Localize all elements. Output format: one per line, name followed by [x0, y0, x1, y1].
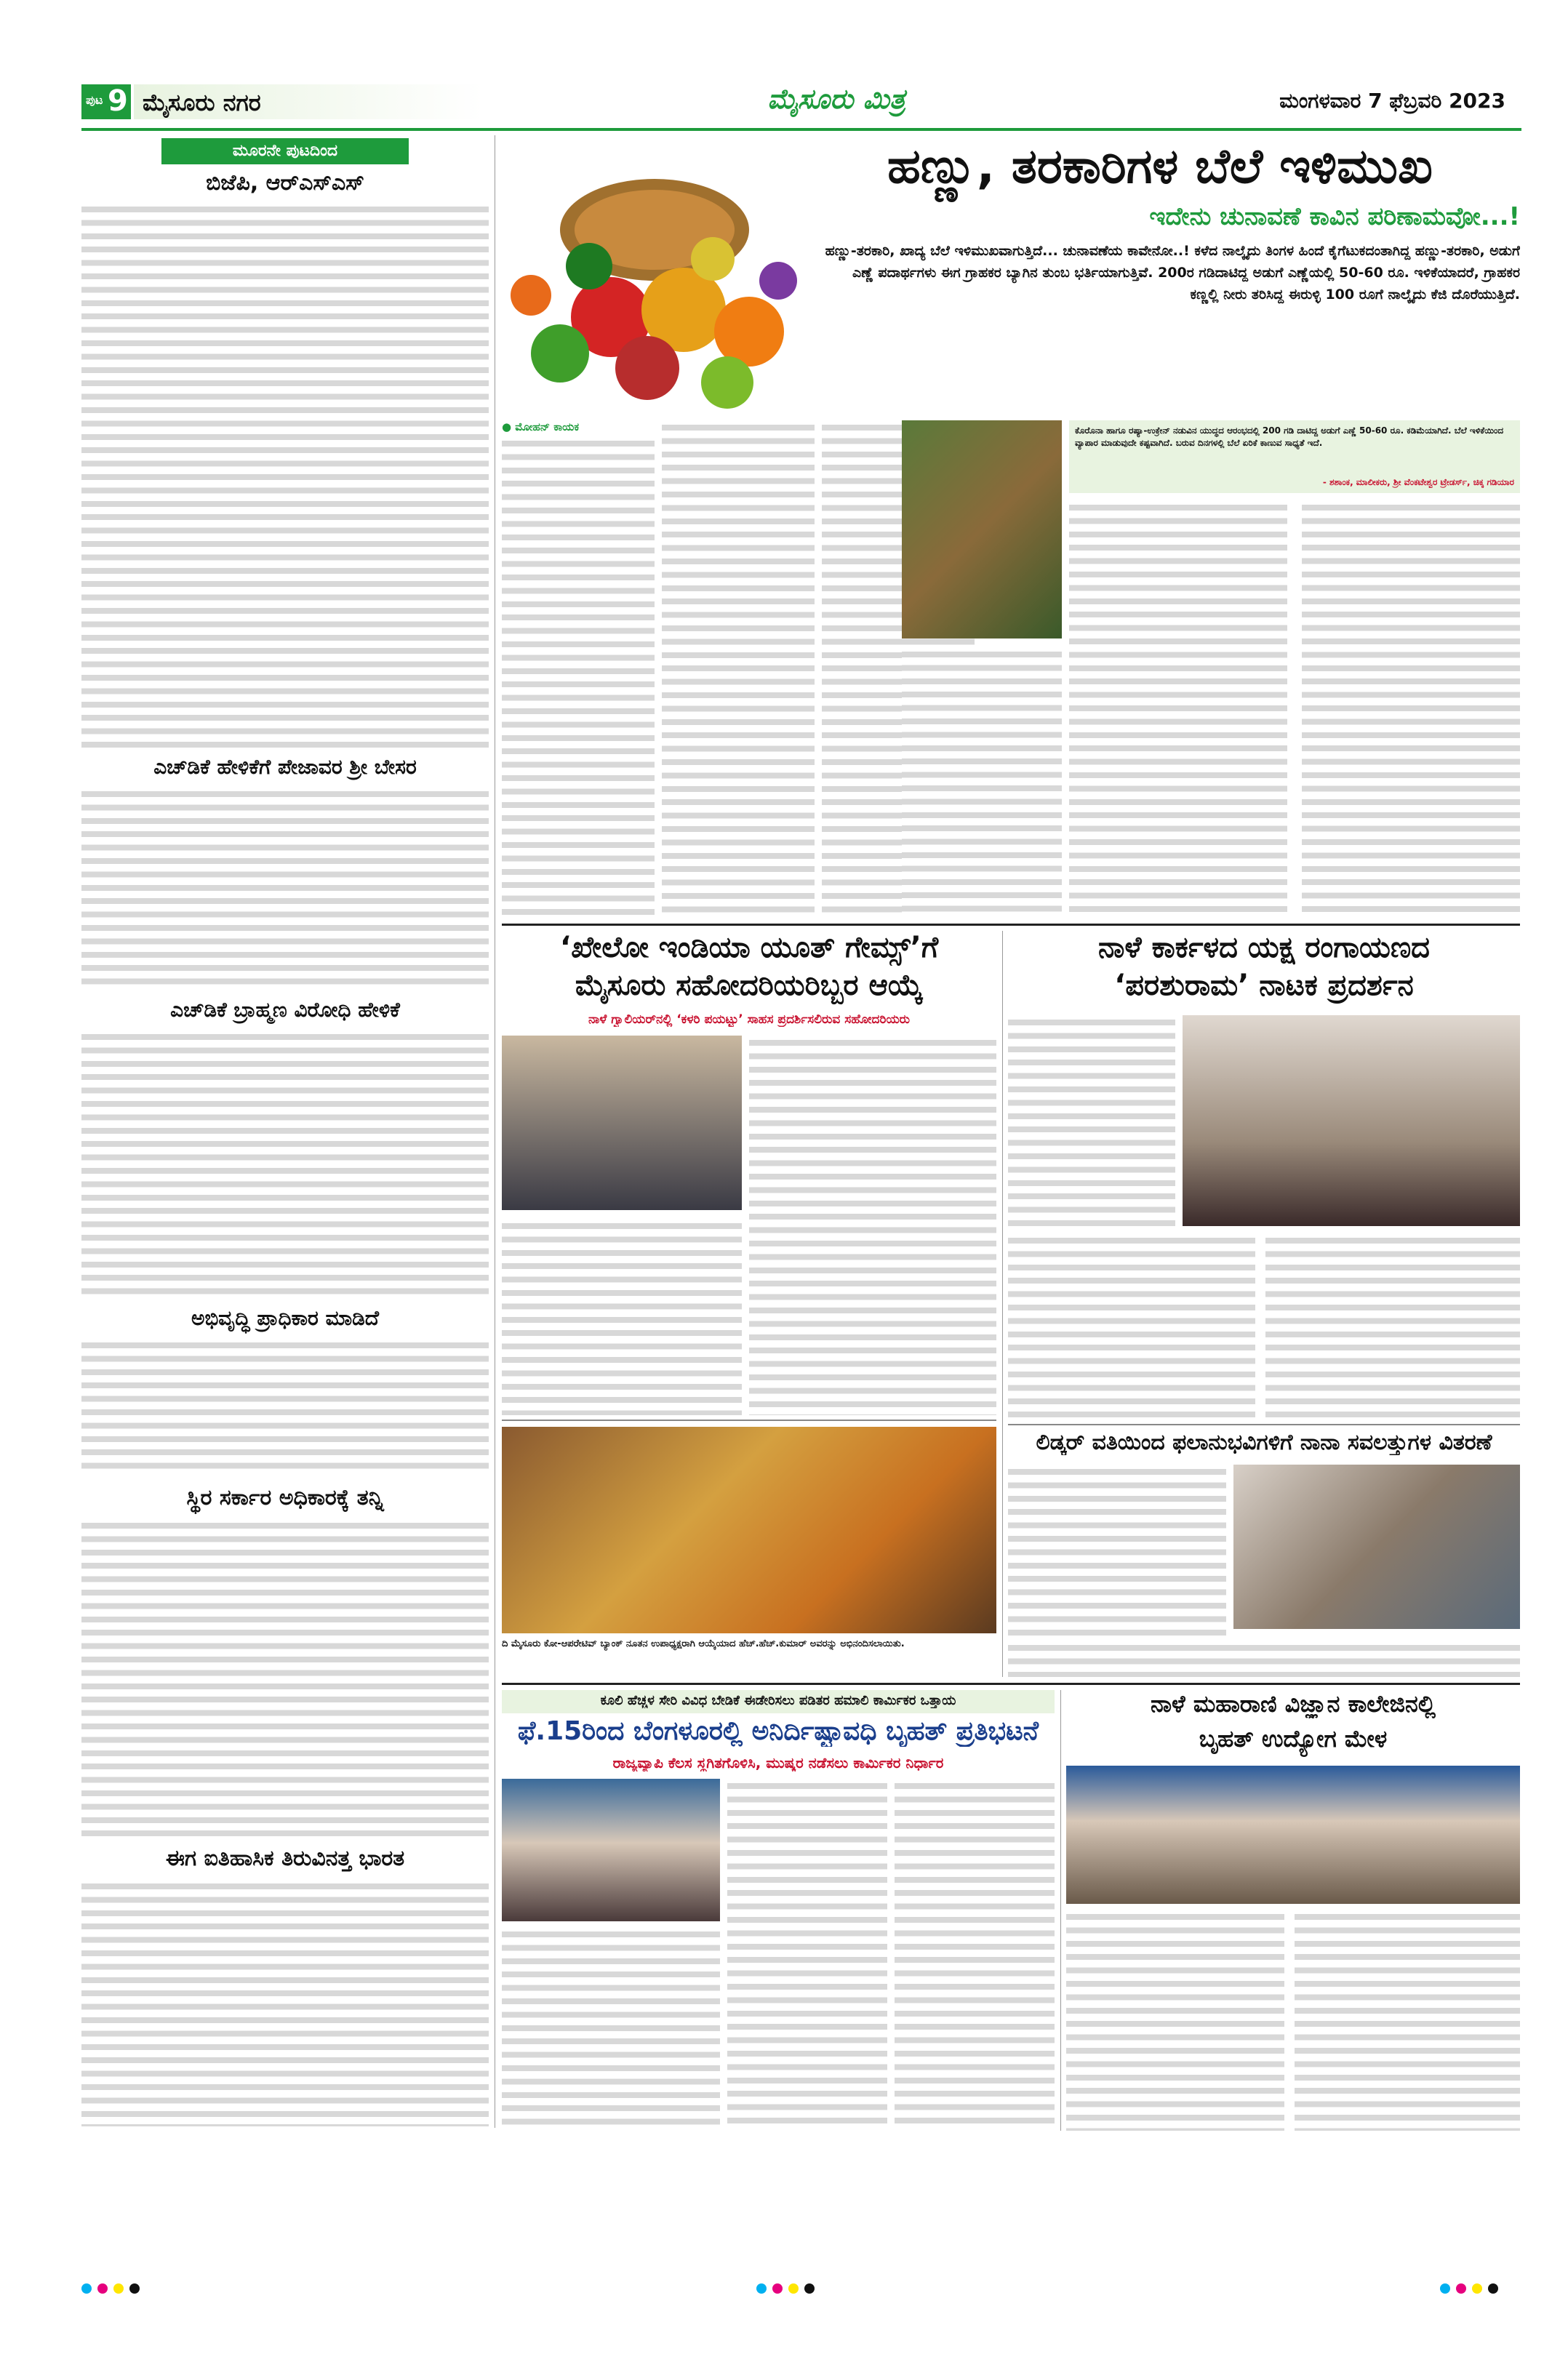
protest-press-photo	[502, 1779, 720, 1921]
khelo-kicker: ನಾಳೆ ಗ್ವಾಲಿಯರ್‌ನಲ್ಲಿ ‘ಕಳರಿ ಪಯಟ್ಟು’ ಸಾಹಸ ಪ್ರದರ್ಶಿಸಲಿರುವ ಸಹೋದರಿಯರು	[588, 1012, 911, 1027]
lidkar-body-2	[1008, 1641, 1520, 1677]
article-headline-6: ಈಗ ಐತಿಹಾಸಿಕ ತಿರುವಿನತ್ತ ಭಾರತ	[165, 1846, 405, 1871]
page-label: ಪುಟ	[86, 93, 103, 107]
article-headline-4: ಅಭಿವೃದ್ಧಿ ಪ್ರಾಧಿಕಾರ ಮಾಡಿದೆ	[191, 1306, 379, 1330]
jobfair-headline-2: ಬೃಹತ್ ಉದ್ಯೋಗ ಮೇಳ	[1199, 1725, 1388, 1753]
quote-text: ಕೊರೊನಾ ಹಾಗೂ ರಷ್ಯಾ-ಉಕ್ರೇನ್ ನಡುವಿನ ಯುದ್ಧದ ಆರಂಭದಲ್ಲಿ 200 ಗಡಿ ದಾಟಿದ್ದ ಅಡುಗೆ ಎಣ್ಣೆ 50-60 ರೂ. ಕಡಿಮೆಯಾಗಿದೆ. ಬೆಲೆ ಇಳಿಕೆಯಿಂದ ವ್ಯಾಪಾರ ಮಾಡುವುದೇ ಕಷ್ಟವಾಗಿದೆ. ಬರುವ ದಿನಗಳಲ್ಲಿ ಬೆಲೆ ಏರಿಕೆ ಕಾಣುವ ಸಾಧ್ಯತೆ ಇದೆ.	[1075, 425, 1504, 448]
rangayana-headline-2: ‘ಪರಶುರಾಮ’ ನಾಟಕ ಪ್ರದರ್ಶನ	[1114, 969, 1414, 1002]
article-body-5	[81, 1518, 489, 1838]
section-band	[134, 84, 483, 119]
registration-dot-magenta-right	[1456, 2283, 1466, 2294]
protest-headline: ಫೆ.15ರಿಂದ ಬೆಂಗಳೂರಲ್ಲಿ ಅನಿರ್ದಿಷ್ಟಾವಧಿ ಬೃಹತ್ ಪ್ರತಿಭಟನೆ	[517, 1716, 1039, 1746]
registration-dot-cyan-right	[1440, 2283, 1450, 2294]
jobfair-press-photo	[1066, 1766, 1520, 1904]
jobfair-headline-1: ನಾಳೆ ಮಹಾರಾಣಿ ವಿಜ್ಞಾನ ಕಾಲೇಜಿನಲ್ಲಿ	[1150, 1690, 1436, 1718]
bank-felicitation-photo	[502, 1427, 996, 1633]
divider-lead	[502, 924, 1520, 926]
lidkar-distribution-photo	[1233, 1465, 1520, 1629]
article-body-1	[81, 202, 489, 748]
article-body-6	[81, 1879, 489, 2126]
registration-dot-black-right	[1488, 2283, 1498, 2294]
protest-kicker: ಕೂಲಿ ಹೆಚ್ಚಳ ಸೇರಿ ವಿವಿಧ ಬೇಡಿಕೆ ಈಡೇರಿಸಲು ಪಡಿತರ ಹಮಾಲಿ ಕಾರ್ಮಿಕರ ಒತ್ತಾಯ	[600, 1693, 956, 1708]
issue-date: ಮಂಗಳವಾರ 7 ಫೆಬ್ರವರಿ 2023	[1279, 89, 1505, 113]
rangayana-headline-1: ನಾಳೆ ಕಾರ್ಕಳದ ಯಕ್ಷ ರಂಗಾಯಣದ	[1097, 931, 1431, 964]
masthead-rule	[81, 128, 1521, 131]
lead-photo	[502, 135, 807, 412]
divider-khelo	[502, 1420, 996, 1421]
jobfair-body-1	[1066, 1910, 1284, 2131]
divider-rangayana	[1008, 1424, 1520, 1425]
registration-dot-cyan-left	[81, 2283, 92, 2294]
page-label-box	[81, 84, 131, 119]
section-title: ಮೈಸೂರು ನಗರ	[143, 89, 261, 116]
registration-dot-magenta-mid	[772, 2283, 783, 2294]
khelo-body-2	[749, 1036, 996, 1415]
rangayana-body-3	[1265, 1233, 1520, 1420]
article-body-2	[81, 787, 489, 990]
protest-body-3	[895, 1779, 1055, 2131]
lead-byline: ● ಮೋಹನ್ ಕಾಯಕ	[502, 420, 580, 433]
jobfair-body-2	[1295, 1910, 1520, 2131]
rangayana-body-1	[1008, 1015, 1175, 1226]
article-headline-5: ಸ್ಥಿರ ಸರ್ಕಾರ ಅಧಿಕಾರಕ್ಕೆ ತನ್ನಿ	[186, 1485, 384, 1510]
article-headline-1: ಬಿಜೆಪಿ, ಆರ್‌ಎಸ್‌ಎಸ್	[206, 170, 364, 196]
protest-body-1	[502, 1927, 720, 2131]
lead-headline: ಹಣ್ಣು, ತರಕಾರಿಗಳ ಬೆಲೆ ಇಳಿಮುಖ	[887, 138, 1433, 194]
page-number: 9	[108, 84, 128, 118]
lead-body-col-2	[662, 420, 815, 916]
left-column	[81, 135, 489, 2128]
lead-body-col-4	[902, 647, 1062, 916]
lead-body-col-6	[1302, 500, 1520, 916]
lead-body-col-1	[502, 436, 655, 916]
registration-dot-magenta-left	[97, 2283, 108, 2294]
sisters-photo	[502, 1036, 742, 1210]
bank-photo-caption: ದಿ ಮೈಸೂರು ಕೋ-ಆಪರೇಟಿವ್ ಬ್ಯಾಂಕ್ ನೂತನ ಉಪಾಧ್ಯಕ್ಷರಾಗಿ ಆಯ್ಕೆಯಾದ ಹೆಚ್.ಹೆಚ್.ಕುಮಾರ್ ಅವರನ್ನು ಅಭಿನಂದಿಸಲಾಯಿತು.	[502, 1638, 905, 1649]
rangayana-release-photo	[1183, 1015, 1520, 1226]
article-headline-3: ಎಚ್‌ಡಿಕೆ ಬ್ರಾಹ್ಮಣ ವಿರೋಧಿ ಹೇಳಿಕೆ	[170, 998, 400, 1022]
lidkar-body-1	[1008, 1465, 1226, 1639]
protest-subhead: ರಾಜ್ಯವ್ಯಾಪಿ ಕೆಲಸ ಸ್ಥಗಿತಗೊಳಿಸಿ, ಮುಷ್ಕರ ನಡೆಸಲು ಕಾರ್ಮಿಕರ ನಿರ್ಧಾರ	[612, 1754, 944, 1772]
column-rule-mid	[1002, 931, 1003, 1677]
market-photo	[902, 420, 1062, 638]
article-body-4	[81, 1338, 489, 1476]
continued-label: ಮೂರನೇ ಪುಟದಿಂದ	[232, 142, 338, 160]
lead-subhead: ಇದೇನು ಚುನಾವಣೆ ಕಾವಿನ ಪರಿಣಾಮವೋ...!	[1149, 202, 1520, 231]
quote-box	[1069, 420, 1520, 493]
lead-body-col-5	[1069, 500, 1287, 916]
lead-intro: ಹಣ್ಣು-ತರಕಾರಿ, ಖಾದ್ಯ ಬೆಲೆ ಇಳಿಮುಖವಾಗುತ್ತಿದೆ... ಚುನಾವಣೆಯ ಕಾವೇನೋ..! ಕಳೆದ ನಾಲ್ಕೈದು ತಿಂಗಳ ಹಿಂದೆ ಕೈಗೆಟುಕದಂತಾಗಿದ್ದ ಹಣ್ಣು-ತರಕಾರಿ, ಅಡುಗೆ ಎಣ್ಣೆ ಪದಾರ್ಥಗಳು ಈಗ ಗ್ರಾಹಕರ ಬ್ಯಾಗಿನ ತುಂಬ ಭರ್ತಿಯಾಗುತ್ತಿವೆ. 200ರ ಗಡಿದಾಟಿದ್ದ ಅಡುಗೆ ಎಣ್ಣೆಯಲ್ಲಿ 50-60 ರೂ. ಇಳಿಕೆಯಾದರೆ, ಗ್ರಾಹಕರ ಕಣ್ಣಲ್ಲಿ ನೀರು ತರಿಸಿದ್ದ ಈರುಳ್ಳಿ 100 ರೂಗೆ ನಾಲ್ಕೈದು ಕೆಜಿ ದೊರೆಯುತ್ತಿದೆ.	[825, 243, 1520, 303]
registration-dot-yellow-right	[1472, 2283, 1482, 2294]
rangayana-body-2	[1008, 1233, 1255, 1420]
khelo-headline-2: ಮೈಸೂರು ಸಹೋದರಿಯರಿಬ್ಬರ ಆಯ್ಕೆ	[575, 969, 924, 1002]
protest-kicker-band	[502, 1690, 1055, 1713]
registration-dot-black-left	[129, 2283, 140, 2294]
registration-dot-black-mid	[804, 2283, 815, 2294]
quote-attribution: - ಶಶಾಂಕ, ಮಾಲೀಕರು, ಶ್ರೀ ವೆಂಕಟೇಶ್ವರ ಟ್ರೇಡರ್ಸ್, ಚಿಕ್ಕ ಗಡಿಯಾರ	[1322, 477, 1514, 487]
divider-lower	[502, 1683, 1520, 1685]
fruit-basket-illustration	[502, 135, 807, 412]
khelo-headline-1: ‘ಖೇಲೋ ಇಂಡಿಯಾ ಯೂತ್ ಗೇಮ್ಸ್’ಗೆ	[559, 931, 939, 964]
lidkar-headline: ಲಿಡ್ಕರ್ ವತಿಯಿಂದ ಫಲಾನುಭವಿಗಳಿಗೆ ನಾನಾ ಸವಲತ್ತುಗಳ ವಿತರಣೆ	[1036, 1430, 1492, 1455]
masthead	[0, 79, 1568, 124]
article-headline-2: ಎಚ್‌ಡಿಕೆ ಹೇಳಿಕೆಗೆ ಪೇಜಾವರ ಶ್ರೀ ಬೇಸರ	[153, 755, 417, 779]
registration-dot-cyan-mid	[756, 2283, 767, 2294]
registration-dot-yellow-mid	[788, 2283, 799, 2294]
column-rule-lower	[1060, 1690, 1061, 2131]
paper-name: ಮೈಸೂರು ಮಿತ್ರ	[767, 83, 905, 115]
article-body-3	[81, 1030, 489, 1299]
khelo-body-1	[502, 1219, 742, 1415]
protest-body-2	[727, 1779, 887, 2131]
registration-dot-yellow-left	[113, 2283, 124, 2294]
continued-box	[161, 138, 409, 164]
